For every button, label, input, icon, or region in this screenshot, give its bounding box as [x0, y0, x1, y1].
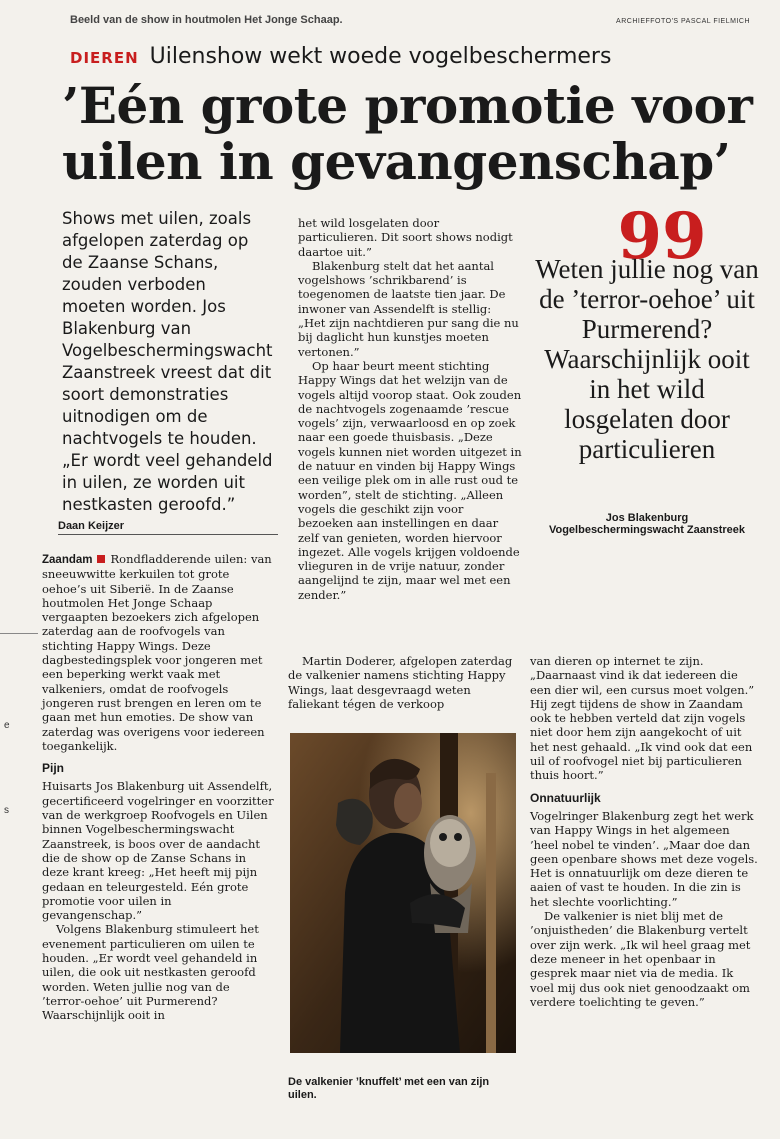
- paragraph: Huisarts Jos Blakenburg uit Assendelft, gecertificeerd vogelringer en voorzitter van de werkgroep Roofvogels en Uilen binnen Vogelbeschermingswacht Zaanstreek, is boos over de aandacht die de show op de Zanse Schans in deze krant kreeg: „Het heeft mij pijn gedaan en teleurgesteld. Eén grote promotie voor uilen in gevangenschap.”: [42, 779, 274, 923]
- photo-credit: ARCHIEFFOTO'S PASCAL FIELMICH: [616, 18, 750, 25]
- quote-author-name: Jos Blakenburg: [605, 512, 689, 524]
- paragraph: het wild losgelaten door particulieren. Dit soort shows nodigt daartoe uit.”: [298, 216, 513, 259]
- kicker-title: Uilenshow wekt woede vogelbeschermers: [149, 44, 612, 69]
- paragraph: Op haar beurt meent stichting Happy Wings dat het welzijn van de vogels altijd voorop staat. Ook zouden de nachtvogels zogenaamde ’rescue vogels’ zijn, verwaarloosd en op zoek naar een goede thuisbasis. „Deze vogels kunnen niet worden uitgezet in de natuur en vinden bij Happy Wings een veilige plek om in alle rust oud te worden”, stelt de stichting. „Alleen vogels die geschikt zijn voor bezoeken aan instellingen en daar zelf van genieten, worden hiervoor ingezet. Alle vogels krijgen voldoende vlieguren in de vrije natuur, zonder aangelijnd te zijn, maar wel met een zender.”: [298, 358, 522, 602]
- paragraph: [42, 552, 274, 753]
- headline-line-2: uilen in gevangenschap’: [62, 132, 731, 191]
- article-column-2-top: [298, 216, 522, 602]
- article-column-3: [530, 654, 758, 1009]
- pull-quote-text: Weten jullie nog van de ’terror-oehoe’ uit Purmerend? Waarschijnlijk ooit in het wild losgelaten door particulieren: [535, 254, 759, 464]
- top-photo-caption: Beeld van de show in houtmolen Het Jonge Schaap.: [70, 14, 343, 26]
- margin-rule: [0, 633, 38, 634]
- byline: Daan Keijzer: [58, 520, 278, 535]
- margin-letter-e: e: [4, 720, 10, 731]
- margin-letter-s: s: [4, 805, 9, 816]
- subhead-onnatuurlijk: Onnatuurlijk: [530, 790, 601, 805]
- paragraph-text: Rondfladderende uilen: van sneeuwwitte kerkuilen tot grote oehoe’s uit Siberië. In de Zaanse houtmolen Het Jonge Schaap vergaapten bezoekers zich afgelopen zaterdag aan de roofvogels van stichting Happy Wings. Deze dagbestedingsplek voor jongeren met een beperking werkt vaak met valkeniers, omdat de roofvogels jongeren rust brengen en leren om te gaan met hun emoties. De show van zaterdag was overigens voor iedereen toegankelijk.: [42, 552, 272, 753]
- falconer-with-owl-image: [290, 733, 516, 1053]
- subhead-pijn: Pijn: [42, 761, 65, 776]
- quote-author-org: Vogelbeschermingswacht Zaanstreek: [548, 524, 746, 536]
- kicker: [70, 44, 611, 69]
- paragraph: De valkenier is niet blij met de ’onjuistheden’ die Blakenburg vertelt over zijn werk. „Ik wil heel graag met deze meneer in het openbaar in gesprek maar niet via de media. Ik voel mij dus ook niet genoodzaakt om verdere toelichting te geven.”: [530, 909, 751, 1009]
- dateline: Zaandam: [42, 554, 93, 566]
- paragraph: Blakenburg stelt dat het aantal vogelshows ’schrikbarend’ is toegenomen de laatste tien jaar. De inwoner van Assendelft is stellig: „Het zijn nachtdieren pur sang die nu bij daglicht hun kunstjes moeten vertonen.”: [298, 258, 519, 359]
- paragraph: Martin Doderer, afgelopen zaterdag de valkenier namens stichting Happy Wings, laat desgevraagd weten faliekant tégen de verkoop: [288, 654, 513, 711]
- quote-mark-icon: 99: [617, 199, 707, 274]
- photo-caption-bar: [70, 14, 750, 30]
- paragraph: van dieren op internet te zijn. „Daarnaast vind ik dat iedereen die een dier wil, een cursus moet volgen.” Hij zegt tijdens de show in Zaandam ook te hebben verteld dat zijn vogels niet door hem zijn aangekocht of uit het nest gehaald. „Ik vind ook dat een uil of roofvogel niet bij particulieren thuis hoort.”: [530, 654, 755, 783]
- photo-caption: De valkenier ’knuffelt’ met een van zijn uilen.: [288, 1076, 490, 1101]
- kicker-category: DIEREN: [70, 49, 139, 67]
- lead-paragraph: Shows met uilen, zoals afgelopen zaterdag op de Zaanse Schans, zouden verboden moeten worden. Jos Blakenburg van Vogelbeschermingswacht Zaanstreek vreest dat dit soort demonstraties uitnodigen om de nachtvogels te houden. „Er wordt veel gehandeld in uilen, ze worden uit nestkasten geroofd.”: [62, 209, 273, 514]
- dateline-bullet: [97, 555, 105, 563]
- article-photo: [290, 733, 516, 1053]
- paragraph: Vogelringer Blakenburg zegt het werk van Happy Wings in het algemeen ’heel nobel te vinden’. „Maar doe dan geen openbare shows met deze vogels. Het is onnatuurlijk om deze dieren te aaien of vast te houden. In die zin is het slechte voorlichting.”: [530, 808, 758, 909]
- headline: [62, 78, 762, 190]
- pull-quote: [534, 199, 760, 536]
- article-column-2-bottom: [288, 654, 514, 711]
- article-column-1: [42, 552, 274, 1023]
- pull-quote-author: [534, 512, 760, 536]
- headline-line-1: ’Eén grote promotie voor: [62, 76, 753, 135]
- paragraph: Volgens Blakenburg stimuleert het evenement particulieren om uilen te houden. „Er wordt veel gehandeld in uilen, die ook uit nestkasten geroofd worden. Weten jullie nog van de ’terror-oehoe’ uit Purmerend? Waarschijnlijk ooit in: [42, 922, 259, 1023]
